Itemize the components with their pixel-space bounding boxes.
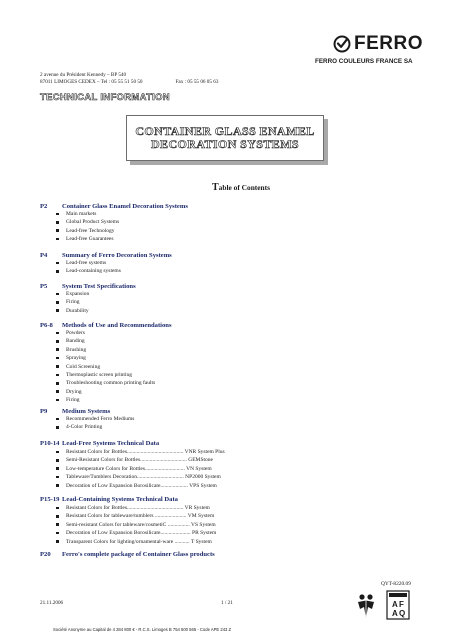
toc-items-p5 [54,290,89,315]
list-item: Resistant Colors for tableware/tumblers ....................... VM System [54,512,216,520]
toc-page-number: P6-8 [40,322,53,329]
company-address [40,72,251,86]
toc-section-title: Medium Systems [62,408,111,415]
people-certification-icon [356,592,376,620]
document-code: QYT-8220.09 [381,581,411,587]
toc-section-p15-19[interactable] [40,496,178,503]
title-banner [126,115,324,161]
svg-text:A: A [392,609,398,618]
toc-section-p9[interactable] [40,408,111,415]
svg-text:F: F [399,600,404,609]
address-line-1: 2 avenue du Président Kennedy – BP 540 [40,72,127,78]
svg-text:Q: Q [399,609,406,618]
toc-page-number: P5 [40,283,48,290]
list-item: Durability [54,307,89,315]
toc-section-title: Lead-Free Systems Technical Data [62,440,160,447]
afaq-certification-icon [386,590,410,620]
list-item: Tableware/Tumblers Decoration.................................. NP2000 System [54,473,225,481]
document-title: CONTAINER GLASS ENAMEL DECORATION SYSTEMS [135,124,315,151]
list-item: Lead-free Technology [54,227,119,235]
list-item: Spraying [54,354,155,362]
toc-section-title: Container Glass Enamel Decoration Systems [62,203,188,210]
list-item: Lead-free systems [54,259,121,267]
svg-text:A: A [392,600,398,609]
toc-section-title: Methods of Use and Recommendations [62,322,172,329]
toc-items-p10-14 [54,448,225,490]
toc-section-p5[interactable] [40,283,136,290]
list-item: Semi-Resistant Colors for Bottles.................................. GEMStone [54,456,225,464]
toc-page-number: P15-19 [40,496,60,503]
footer-date: 21.11.2006 [40,600,64,606]
legal-notice: Société Anonyme au Capital de 4 284 800 € - R.C.S. Limoges B 754 500 565 - Code APE 243 Z [53,627,232,632]
ferro-logo [333,34,425,54]
toc-heading [212,182,270,193]
list-item: Lead-containing systems [54,267,121,275]
list-item: Resistant Colors for Bottles......................................... VNR System Plus [54,448,225,456]
toc-section-title: System Test Specifications [62,283,136,290]
list-item: Drying [54,388,155,396]
list-item: Decoration of Low Expansion Borosilicate...................... PR System [54,529,216,537]
list-item: Resistant Colors for Bottles......................................... VR System [54,504,216,512]
toc-page-number: P2 [40,203,48,210]
address-fax: Fax : 05 55 06 05 63 [175,79,219,85]
toc-heading-initial: T [212,182,219,193]
toc-section-title: Summary of Ferro Decoration Systems [62,252,172,259]
toc-section-title: Ferro's complete package of Container Glass products [62,551,215,558]
toc-heading-rest: able of Contents [218,183,270,192]
list-item: Decoration of Low Expansion Borosilicate.................... VPS System [54,482,225,490]
toc-section-title: Lead-Containing Systems Technical Data [62,496,178,503]
toc-section-p2[interactable] [40,203,188,210]
address-phone: 87011 LIMOGES CEDEX – Tel : 05 55 51 50 50 [40,79,143,85]
toc-items-p9 [54,415,134,432]
list-item: Firing [54,396,155,404]
toc-page-number: P10-14 [40,440,60,447]
toc-page-number: P9 [40,408,48,415]
toc-section-p10-14[interactable] [40,440,160,447]
list-item: 4-Color Printing [54,423,134,431]
list-item: Firing [54,298,89,306]
ferro-checkmark-icon [333,35,351,53]
list-item: Low-temperature Colors for Bottles............................. VN System [54,465,225,473]
list-item: Expansion [54,290,89,298]
company-name: FERRO COULEURS FRANCE SA [315,58,413,65]
list-item: Transparent Colors for lighting/ornamental-ware ........... T System [54,538,216,546]
list-item: Thermoplastic screen printing [54,371,155,379]
toc-section-p6-8[interactable] [40,322,172,329]
toc-page-number: P20 [40,551,51,558]
toc-page-number: P4 [40,252,48,259]
toc-items-p4 [54,259,121,276]
section-label: TECHNICAL INFORMATION [40,92,170,103]
toc-section-p20[interactable] [40,551,215,558]
list-item: Banding [54,337,155,345]
toc-items-p2 [54,210,119,244]
list-item: Lead-free Guarantees [54,235,119,243]
toc-items-p15-19 [54,504,216,546]
list-item: Global Product Systems [54,218,119,226]
list-item: Powders [54,329,155,337]
toc-section-p4[interactable] [40,252,172,259]
list-item: Troubleshooting common printing faults [54,379,155,387]
address-line-2 [40,79,251,86]
list-item: Recommended Ferro Mediums [54,415,134,423]
logo-wordmark: FERRO [354,33,423,54]
toc-items-p6-8 [54,329,155,405]
list-item: Brushing [54,346,155,354]
list-item: Main markets [54,210,119,218]
list-item: Cold Screening [54,363,155,371]
list-item: Semi-resistant Colors for tableware/cosmetiC ................ VS System [54,521,216,529]
page-number: 1 / 21 [221,600,233,606]
